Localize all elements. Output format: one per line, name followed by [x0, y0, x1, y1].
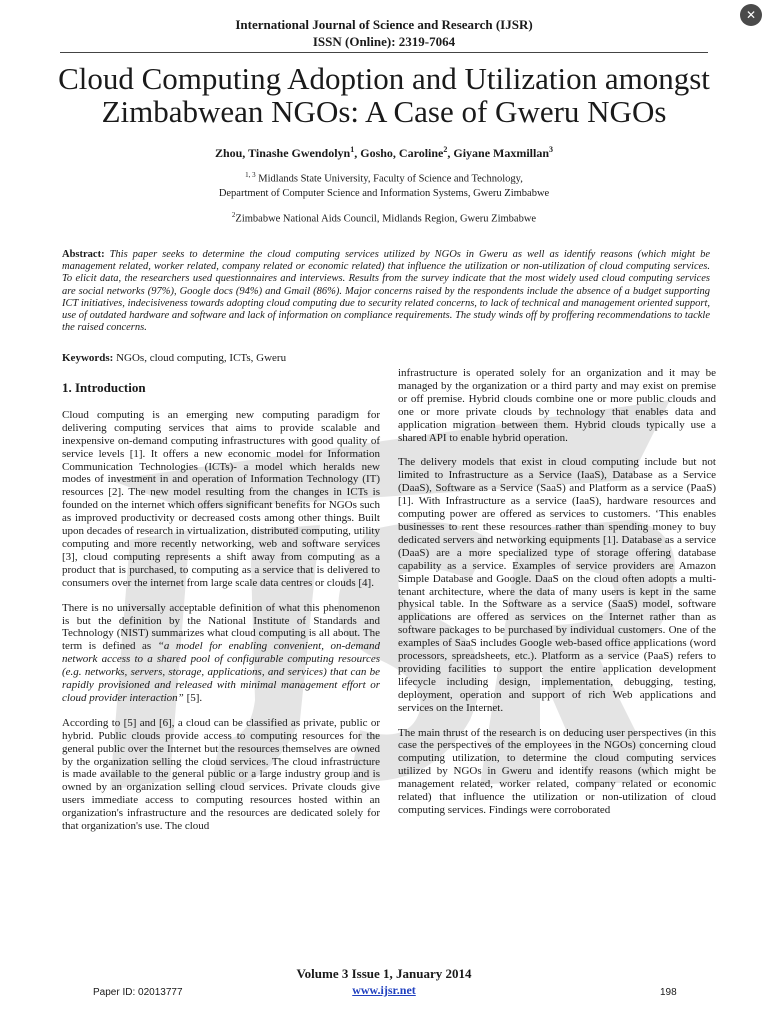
paper-title-line1: Cloud Computing Adoption and Utilization amongst [58, 61, 710, 96]
close-button[interactable]: ✕ [740, 4, 762, 26]
author-affil-sup: 2 [443, 145, 448, 154]
body-paragraph: The delivery models that exist in cloud computing include but not limited to Infrastructure as a Service (IaaS), Database as a Service (DaaS), Software as a Service (SaaS) and Platform as a service (PaaS) [1]. With Infrastructure as a service (IaaS), hardware resources and computing power are offered as services to customers. ‘This enables businesses to rent these resources rather than spending money to buy dedicated servers and networking equipments [1]. Database as a service (DaaS) are a more specialized type of storage offering database capability as a service. Examples of service providers are Amazon Simple Database and Google. DaaS on the cloud often adopts a multi-tenant architecture, where the data of many users is kept in the same physical table. In the Software as a service (SaaS) model, software applications are offered as services on the Internet rather than as software packages to be purchased by individual customers. One of the examples of SaaS includes Google web-based office applications (word processors, spreadsheets, etc.). Platform as a service (PaaS) refers to providing facilities to support the entire application development lifecycle including design, implementation, debugging, testing, deployment, operation and support of rich Web applications and services on the Internet. [398, 456, 716, 714]
affiliation-2 [0, 208, 768, 227]
body-paragraph: infrastructure is operated solely for an organization and it may be managed by the organization or a third party and may exist on premise or off premise. Hybrid clouds combine one or more public clouds and one or more private clouds by technology that enables data and application migration between them. Hybrid clouds typically use a shared API to enable hybrid operation. [398, 367, 716, 444]
abstract [62, 249, 710, 334]
keywords-label: Keywords: [62, 352, 114, 364]
journal-name: International Journal of Science and Research (IJSR) [235, 17, 533, 32]
affiliation-sup: 2 [231, 211, 236, 219]
affiliation-1 [0, 168, 768, 201]
paragraph-text: [5]. [183, 691, 203, 704]
affiliation-1-line1 [0, 168, 768, 187]
paper-title [20, 62, 748, 128]
left-column [62, 382, 380, 845]
author-affil-sup: 1 [350, 145, 355, 154]
nist-definition-quote: “a model for enabling convenient, on-demand network access to a shared pool of configurable computing resources (e.g. networks, servers, storage, applications, and services) that can be rapidly provisioned and released with minimal management effort or cloud provider interaction” [62, 640, 380, 704]
paper-title-line2: Zimbabwean NGOs: A Case of Gweru NGOs [101, 94, 667, 129]
paper-id: Paper ID: 02013777 [93, 987, 183, 998]
author-affil-sup: 3 [549, 145, 554, 154]
paragraph-text: There is no universally acceptable definition of what this phenomenon is but the definition by the National Institute of Standards and Technology (NIST) summarizes what cloud computing is all about. The term is defined as [62, 601, 380, 653]
body-paragraph: Cloud computing is an emerging new computing paradigm for delivering computing services that aims to provide scalable and inexpensive on-demand computing infrastructures with good quality of service levels [1]. It offers a new economic model for Information Communication Technologies (ICTs)- a model which heralds new modes of investment in and operation of Information Technology (IT) resources [2]. The new model resulting from the changes in ICTs is founded on the internet which offers significant benefits for NGOs such as improved productivity or decreased costs among other things. Built upon decades of research in virtualization, distributed computing, utility computing and more recently networking, web and software services [3], cloud computing represents a shift away from computing as a product that is purchased, to computing as a service that is delivered to consumers over the internet from large scale data centres or clouds [4]. [62, 408, 380, 589]
right-column [398, 367, 716, 829]
abstract-text: This paper seeks to determine the cloud computing services utilized by NGOs in Gweru as well as identify reasons (which might be management related, worker related, company related or economic related) that influence the utilization or non-utilization of cloud computing services. To elicit data, the researchers used questionnaires and interviews. Results from the survey indicate that the most widely used cloud computing services are social networks (97%), Google docs (94%) and Gmail (86%). Major concerns raised by the respondents include the absence of a budget supporting ICT initiatives, indecisiveness towards adopting cloud computing due to security related concerns, to lack of technical and management oriented support, use of outdated hardware and software and lack of information on compliance requirements. The study winds off by proffering recommendations to tackle the raised concerns. [62, 249, 710, 334]
body-paragraph [62, 602, 380, 705]
keywords [62, 352, 710, 365]
author-name: Zhou, Tinashe Gwendolyn [214, 146, 351, 160]
journal-header [0, 16, 768, 50]
body-paragraph: The main thrust of the research is on deducing user perspectives (in this case the perspectives of the employees in the NGOs) concerning cloud computing utilization, to determine the cloud computing services utilized by NGOs in Gweru and identify reasons (which might be management related, worker related, company related or economic related) that influence the utilization or non-utilization of cloud computing services. Findings were corroborated [398, 726, 716, 816]
page-number: 198 [660, 987, 677, 998]
affiliation-sup: 1, 3 [245, 171, 256, 179]
author-name: , Gosho, Caroline [354, 146, 444, 160]
journal-website-link[interactable]: www.ijsr.net [352, 983, 416, 997]
affiliation-text: Midlands State University, Faculty of Science and Technology, [258, 173, 523, 185]
author-name: , Giyane Maxmillan [447, 146, 550, 160]
author-list [0, 145, 768, 161]
affiliation-1-line2: Department of Computer Science and Information Systems, Gweru Zimbabwe [218, 187, 550, 199]
abstract-label: Abstract: [62, 249, 105, 260]
journal-issn: ISSN (Online): 2319-7064 [312, 34, 456, 49]
body-paragraph: According to [5] and [6], a cloud can be classified as private, public or hybrid. Public clouds provide access to computing resources for the general public over the Internet but the resources themselves are owned by the organization selling the cloud services. The cloud infrastructure is made available to the general public or a large industry group and is owned by an organization selling cloud services. Private clouds give users immediate access to computing resources hosted within an organization's infrastructure and the resources are dedicated solely for that organization's use. The cloud [62, 716, 380, 833]
section-heading: 1. Introduction [62, 380, 146, 395]
keywords-text: NGOs, cloud computing, ICTs, Gweru [113, 352, 287, 364]
header-divider [60, 52, 708, 53]
affiliation-text: Zimbabwe National Aids Council, Midlands Region, Gweru Zimbabwe [235, 213, 537, 225]
footer-volume: Volume 3 Issue 1, January 2014 [296, 966, 472, 981]
